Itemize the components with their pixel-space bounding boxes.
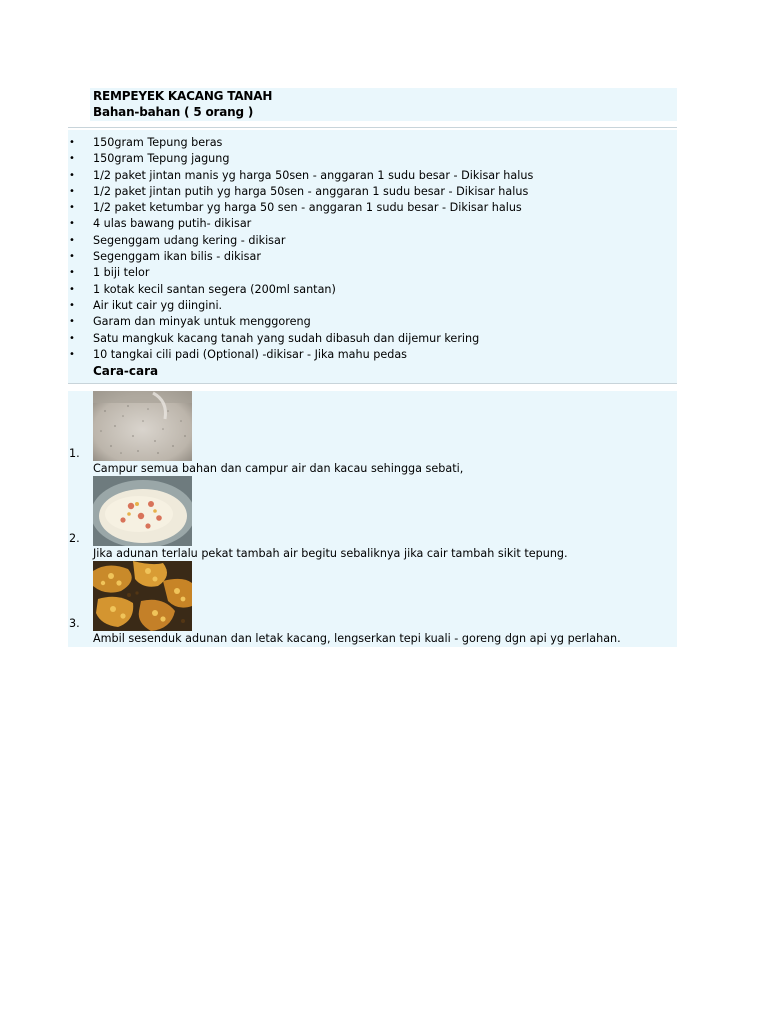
- bullet-icon: •: [69, 137, 75, 148]
- ingredient-text: Air ikut cair yg diingini.: [93, 298, 223, 312]
- ingredient-text: Garam dan minyak untuk menggoreng: [93, 315, 311, 329]
- bullet-icon: •: [69, 299, 75, 311]
- step-photo-batter: [93, 391, 192, 461]
- ingredient-text: 10 tangkai cili padi (Optional) -dikisar - Jika mahu pedas: [93, 347, 407, 361]
- step-number: 3.: [69, 617, 80, 630]
- ingredient-text: Satu mangkuk kacang tanah yang sudah dibasuh dan dijemur kering: [93, 331, 480, 345]
- divider: [68, 383, 677, 384]
- step-item: [68, 476, 677, 561]
- step-photo-frying: [93, 561, 192, 631]
- method-heading: Cara-cara: [93, 364, 159, 378]
- ingredient-text: 4 ulas bawang putih- dikisar: [93, 217, 252, 231]
- step-photo-mixture: [93, 476, 192, 546]
- step-caption: Ambil sesenduk adunan dan letak kacang, lengserkan tepi kuali - goreng dgn api yg perlahan.: [93, 632, 621, 645]
- ingredient-text: Segenggam ikan bilis - dikisar: [93, 250, 261, 264]
- ingredients-section: [68, 130, 677, 383]
- bullet-icon: •: [69, 316, 75, 328]
- divider: [68, 127, 677, 128]
- step-caption: Campur semua bahan dan campur air dan kacau sehingga sebati,: [93, 462, 464, 475]
- bullet-icon: •: [69, 251, 75, 263]
- bullet-icon: •: [69, 153, 75, 165]
- step-item: [68, 391, 677, 476]
- ingredient-text: 1/2 paket jintan putih yg harga 50sen - anggaran 1 sudu besar - Dikisar halus: [93, 184, 529, 198]
- ingredient-text: 1/2 paket jintan manis yg harga 50sen - anggaran 1 sudu besar - Dikisar halus: [93, 168, 534, 182]
- bullet-icon: •: [69, 283, 75, 295]
- bullet-icon: •: [69, 332, 75, 344]
- step-caption: Jika adunan terlalu pekat tambah air begitu sebaliknya jika cair tambah sikit tepung.: [93, 547, 568, 560]
- ingredients-heading: Bahan-bahan ( 5 orang ): [93, 105, 254, 119]
- method-section: [68, 391, 677, 647]
- step-item: [68, 561, 677, 646]
- ingredient-text: 1/2 paket ketumbar yg harga 50 sen - anggaran 1 sudu besar - Dikisar halus: [93, 201, 522, 215]
- bullet-icon: •: [69, 218, 75, 230]
- bullet-icon: •: [69, 185, 75, 197]
- bullet-icon: •: [69, 348, 75, 360]
- recipe-title: REMPEYEK KACANG TANAH: [93, 89, 273, 103]
- ingredient-text: 150gram Tepung jagung: [93, 152, 230, 166]
- step-number: 1.: [69, 447, 80, 460]
- bullet-icon: •: [69, 234, 75, 246]
- ingredient-text: 150gram Tepung beras: [93, 136, 223, 149]
- title-block: [90, 88, 677, 121]
- ingredient-text: Segenggam udang kering - dikisar: [93, 233, 286, 247]
- ingredient-text: 1 kotak kecil santan segera (200ml santan): [93, 282, 336, 296]
- bullet-icon: •: [69, 267, 75, 279]
- bullet-icon: •: [69, 169, 75, 181]
- step-number: 2.: [69, 532, 80, 545]
- bullet-icon: •: [69, 202, 75, 214]
- ingredient-text: 1 biji telor: [93, 266, 150, 280]
